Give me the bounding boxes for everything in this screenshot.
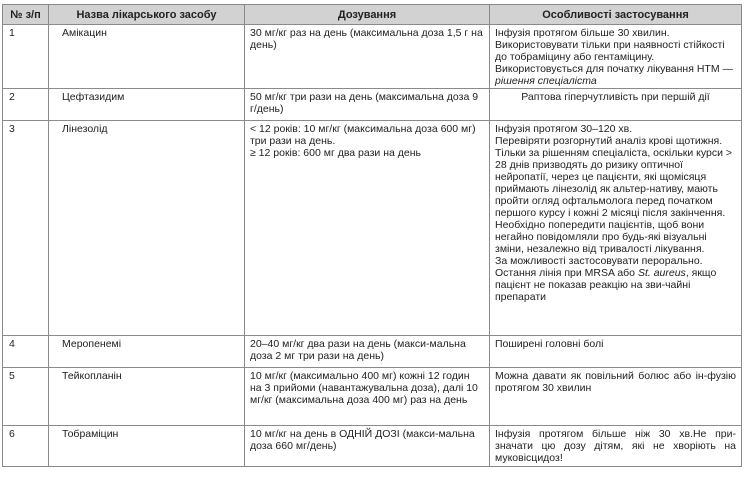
usage-line: Інфузія протягом більше ніж 30 хв.Не при-значати цю дозу дітям, які не хворіють на муковісцидоз! xyxy=(495,428,736,464)
usage-cell xyxy=(490,426,742,467)
dosage-cell: 20–40 мг/кг два рази на день (макси-мальна доза 2 мг три рази на день) xyxy=(245,336,490,368)
header-number: № з/п xyxy=(3,5,49,25)
table-row xyxy=(3,368,742,426)
usage-line: За можливості застосовувати перорально. xyxy=(495,255,703,267)
table-row xyxy=(3,426,742,467)
table-row xyxy=(3,89,742,121)
dosage-line: ≥ 12 років: 600 мг два рази на день xyxy=(250,147,421,159)
usage-text: , якщо пацієнт не показав реакцію на зви-чайні препарати xyxy=(495,267,717,303)
row-number: 4 xyxy=(3,336,49,368)
table-row xyxy=(3,336,742,368)
usage-line: Раптова гіперчутливість при першій дії xyxy=(521,91,710,103)
row-number: 5 xyxy=(3,368,49,426)
usage-line xyxy=(495,63,736,87)
usage-text: Використовується для початку лікування НТМ — xyxy=(495,63,733,75)
usage-cell xyxy=(490,89,742,121)
usage-line: Тільки за рішенням спеціаліста, оскільки курси > 28 днів призводять до ризику оптичної нейропатії, через це пацієнти, які щомісяця приймають лінезолід як альтер-нативу, мають пройти огляд офтальмолога перед початком першого курсу і кожні 2 місяці після закінчення. xyxy=(495,147,733,219)
dosage-cell: 30 мг/кг раз на день (максимальна доза 1,5 г на день) xyxy=(245,25,490,89)
row-number: 3 xyxy=(3,121,49,336)
usage-cell xyxy=(490,336,742,368)
usage-text: Остання лінія при MRSA або xyxy=(495,267,638,279)
table-header-row xyxy=(3,5,742,25)
usage-cell xyxy=(490,25,742,89)
drug-dosage-table xyxy=(2,4,742,467)
usage-line xyxy=(495,267,736,303)
usage-italic-text: St. aureus xyxy=(637,267,686,279)
usage-line: Необхідно попередити пацієнтів, щоб вони негайно повідомляли про будь-які візуальні зміни, незалежно від тривалості лікування. xyxy=(495,219,707,255)
drug-name: Лінезолід xyxy=(49,121,245,336)
header-dosage: Дозування xyxy=(245,5,490,25)
usage-line: Використовувати тільки при наявності стійкості до тобраміцину або гентаміцину. xyxy=(495,39,725,63)
usage-cell xyxy=(490,121,742,336)
header-drug-name: Назва лікарського засобу xyxy=(49,5,245,25)
usage-line: Інфузія протягом більше 30 хвилин. xyxy=(495,27,670,39)
row-number: 6 xyxy=(3,426,49,467)
dosage-cell: 50 мг/кг три рази на день (максимальна доза 9 г/день) xyxy=(245,89,490,121)
drug-name: Тейкопланін xyxy=(49,368,245,426)
usage-line: Перевіряти розгорнутий аналіз крові щотижня. xyxy=(495,135,723,147)
drug-name: Тобраміцин xyxy=(49,426,245,467)
row-number: 1 xyxy=(3,25,49,89)
header-usage-notes: Особливості застосування xyxy=(490,5,742,25)
dosage-cell: 10 мг/кг (максимально 400 мг) кожні 12 годин на 3 прийоми (навантажувальна доза), далі 10 мг/кг (максимальна доза 400 мг) раз на день xyxy=(245,368,490,426)
drug-name: Цефтазидим xyxy=(49,89,245,121)
table-row xyxy=(3,121,742,336)
drug-name: Амікацин xyxy=(49,25,245,89)
table-row xyxy=(3,25,742,89)
usage-line: Інфузія протягом 30–120 хв. xyxy=(495,123,633,135)
usage-italic-text: рішення спеціаліста xyxy=(495,75,597,87)
usage-cell xyxy=(490,368,742,426)
drug-name: Меропенемі xyxy=(49,336,245,368)
dosage-cell: 10 мг/кг на день в ОДНІЙ ДОЗІ (макси-мальна доза 660 мг/день) xyxy=(245,426,490,467)
row-number: 2 xyxy=(3,89,49,121)
dosage-cell xyxy=(245,121,490,336)
dosage-line: < 12 років: 10 мг/кг (максимальна доза 600 мг) три рази на день. xyxy=(250,123,476,147)
usage-line: Можна давати як повільний болюс або ін-фузію протягом 30 хвилин xyxy=(495,370,736,394)
usage-line: Поширені головні болі xyxy=(495,338,604,350)
